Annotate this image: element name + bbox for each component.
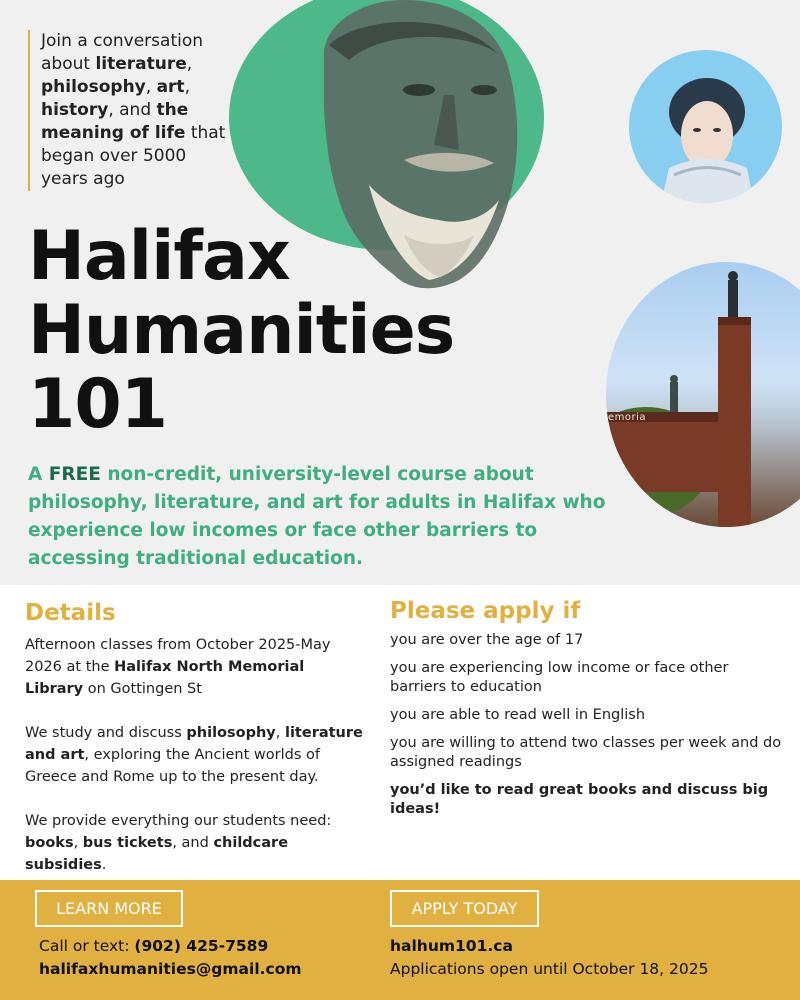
intro-text: Join a conversation about literature, philosophy, art, history, and the meaning of life that began over 5000 years ago — [28, 30, 228, 191]
details-supports: We provide everything our students need: books, bus tickets, and childcare subsidies. — [25, 813, 332, 873]
phone-number[interactable]: (902) 425-7589 — [134, 937, 269, 955]
footer — [0, 880, 800, 1000]
details-schedule: Afternoon classes from October 2025-May 2026 at the Halifax North Memorial Library on Gottingen St — [25, 637, 331, 697]
apply-criteria-section — [390, 598, 785, 828]
criteria-list — [390, 631, 785, 819]
course-description: A FREE non-credit, university-level course about philosophy, literature, and art for adults in Halifax who experience low incomes or face other barriers to accessing traditional education. — [28, 464, 606, 569]
free-label: FREE — [48, 464, 101, 485]
details-section — [25, 602, 365, 898]
page-title: Halifax Humanities 101 — [28, 217, 455, 444]
memorial-sign-text: emoria — [608, 412, 647, 423]
contact-info — [39, 935, 302, 981]
deadline-text: Applications open until October 18, 2025 — [390, 960, 709, 978]
criteria-item: you’d like to read great books and discuss big ideas! — [390, 782, 769, 817]
details-curriculum: We study and discuss philosophy, literature and art, exploring the Ancient worlds of Greece and Rome up to the present day. — [25, 725, 363, 785]
criteria-item: you are willing to attend two classes per week and do assigned readings — [390, 735, 782, 770]
website-link[interactable]: halhum101.ca — [390, 937, 513, 955]
criteria-item: you are able to read well in English — [390, 707, 646, 723]
learn-more-button[interactable]: LEARN MORE — [35, 890, 183, 927]
criteria-item: you are experiencing low income or face other barriers to education — [390, 660, 729, 695]
email-link[interactable]: halifaxhumanities@gmail.com — [39, 960, 302, 978]
monument-photo — [606, 262, 800, 527]
application-info — [390, 935, 708, 981]
apply-heading: Please apply if — [390, 598, 581, 624]
queen-portrait-image — [629, 50, 782, 203]
details-heading: Details — [25, 600, 116, 626]
phone-line: Call or text: (902) 425-7589 — [39, 937, 269, 955]
criteria-item: you are over the age of 17 — [390, 632, 584, 648]
socrates-bust-image — [229, 0, 544, 250]
apply-today-button[interactable]: APPLY TODAY — [390, 890, 539, 927]
